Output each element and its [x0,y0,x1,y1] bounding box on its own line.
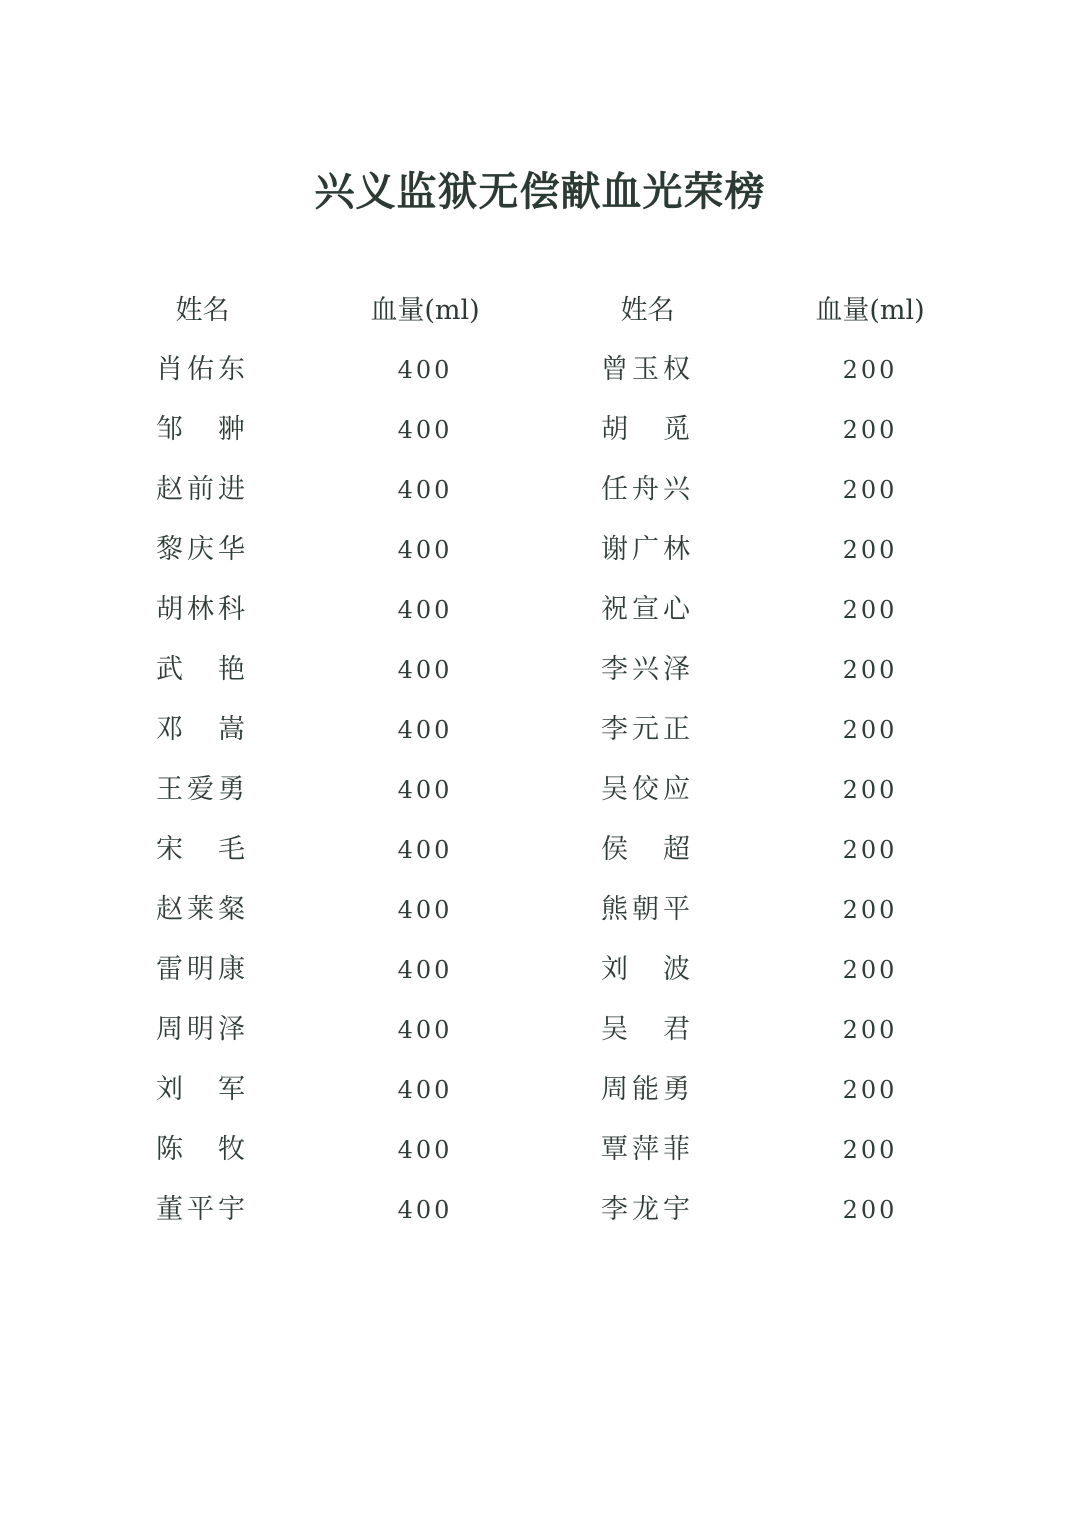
donor-name: 李元正 [601,714,694,745]
name-header: 姓名 [620,295,675,326]
donor-name: 赵前进 [156,474,249,505]
donation-amount: 400 [397,1016,453,1044]
amount-header: 血量(ml) [370,295,480,326]
donation-amount: 400 [397,1076,453,1104]
donor-name: 吴佼应 [601,774,694,805]
donor-name: 赵莱粲 [156,894,249,925]
donation-amount: 400 [397,476,453,504]
donation-amount: 200 [842,1076,898,1104]
donor-name: 周明泽 [156,1014,249,1045]
page-title: 兴义监狱无偿献血光荣榜 [314,168,766,215]
donation-amount: 200 [842,716,898,744]
donation-amount: 200 [842,956,898,984]
amount-header: 血量(ml) [815,295,925,326]
donation-amount: 400 [397,1136,453,1164]
donation-amount: 200 [842,836,898,864]
donor-name: 覃萍菲 [601,1134,694,1165]
donor-name: 王爱勇 [156,774,249,805]
donor-name: 李龙宇 [601,1194,694,1225]
donor-name: 邓 嵩 [156,714,249,745]
donor-name: 雷明康 [156,954,249,985]
donor-name: 胡 觅 [601,414,694,445]
donation-amount: 400 [397,716,453,744]
donor-name: 陈 牧 [156,1134,249,1165]
donation-amount: 200 [842,356,898,384]
donation-amount: 400 [397,416,453,444]
donation-amount: 400 [397,356,453,384]
donor-name: 武 艳 [156,654,249,685]
donor-roster [0,282,1080,1242]
donor-name: 曾玉权 [601,354,694,385]
donation-amount: 200 [842,416,898,444]
donation-amount: 200 [842,656,898,684]
donor-name: 熊朝平 [601,894,694,925]
donor-name: 谢广林 [601,534,694,565]
donation-amount: 200 [842,1196,898,1224]
donor-name: 李兴泽 [601,654,694,685]
right-name-column [585,282,710,1240]
donor-name: 宋 毛 [156,834,249,865]
donor-name: 刘 波 [601,954,694,985]
donor-name: 邹 翀 [156,414,249,445]
donor-name: 胡林科 [156,594,249,625]
donor-name: 肖佑东 [156,354,249,385]
donation-amount: 200 [842,896,898,924]
donation-amount: 400 [397,956,453,984]
donation-amount: 400 [397,1196,453,1224]
donor-name: 侯 超 [601,834,694,865]
donor-name: 刘 军 [156,1074,249,1105]
donor-name: 黎庆华 [156,534,249,565]
donor-name: 祝宣心 [601,594,694,625]
donation-amount: 400 [397,896,453,924]
donation-amount: 400 [397,656,453,684]
donation-amount: 400 [397,776,453,804]
donation-amount: 200 [842,596,898,624]
donor-name: 周能勇 [601,1074,694,1105]
donor-name: 吴 君 [601,1014,694,1045]
donation-amount: 200 [842,1016,898,1044]
donation-amount: 200 [842,776,898,804]
donor-name: 董平宇 [156,1194,249,1225]
donation-amount: 400 [397,536,453,564]
name-header: 姓名 [175,295,230,326]
donation-amount: 400 [397,596,453,624]
left-amount-column [350,282,500,1240]
donation-amount: 200 [842,536,898,564]
donation-amount: 400 [397,836,453,864]
left-name-column [140,282,265,1240]
donor-name: 任舟兴 [601,474,694,505]
right-amount-column [795,282,945,1240]
donation-amount: 200 [842,1136,898,1164]
donation-amount: 200 [842,476,898,504]
